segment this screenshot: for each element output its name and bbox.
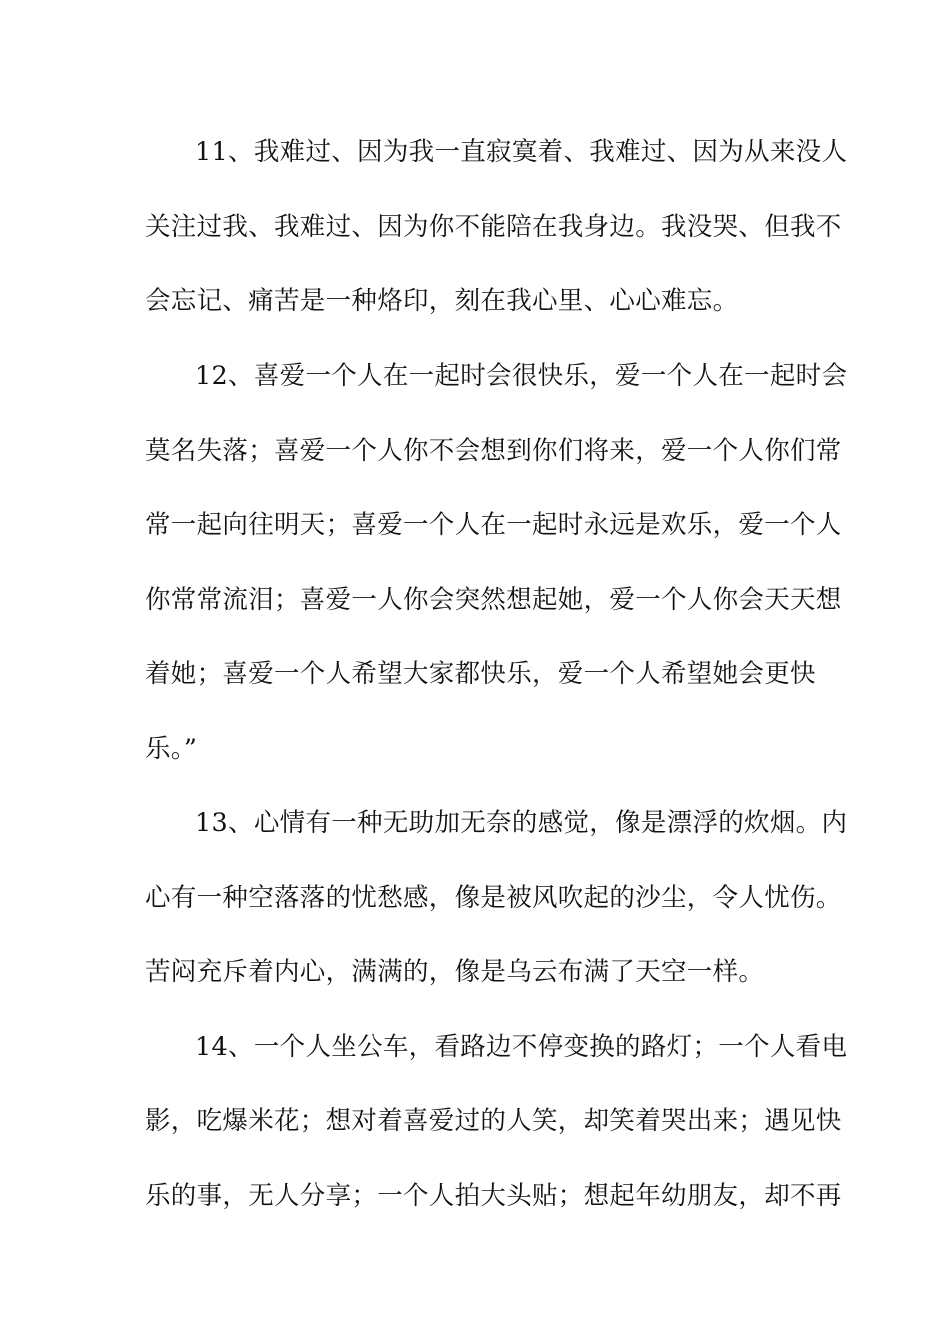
paragraph-line: 关注过我、我难过、因为你不能陪在我身边。我没哭、但我不 xyxy=(145,212,842,242)
paragraph-line: 常一起向往明天；喜爱一个人在一起时永远是欢乐，爱一个人 xyxy=(145,510,842,540)
paragraph-line: 12、喜爱一个人在一起时会很快乐，爱一个人在一起时会 xyxy=(195,361,848,391)
paragraph-line: 莫名失落；喜爱一个人你不会想到你们将来，爱一个人你们常 xyxy=(145,436,842,466)
paragraph-line: 14、一个人坐公车，看路边不停变换的路灯；一个人看电 xyxy=(195,1032,848,1062)
paragraph-line: 乐的事，无人分享；一个人拍大头贴；想起年幼朋友，却不再 xyxy=(145,1181,842,1211)
paragraph-line: 影，吃爆米花；想对着喜爱过的人笑，却笑着哭出来；遇见快 xyxy=(145,1106,842,1136)
paragraph-line: 你常常流泪；喜爱一人你会突然想起她，爱一个人你会天天想 xyxy=(145,585,842,615)
paragraph-line: 苦闷充斥着内心，满满的，像是乌云布满了天空一样。 xyxy=(145,957,765,987)
paragraph-line: 11、我难过、因为我一直寂寞着、我难过、因为从来没人 xyxy=(195,137,848,167)
paragraph-line: 着她；喜爱一个人希望大家都快乐，爱一个人希望她会更快 xyxy=(145,659,816,689)
paragraph-line: 会忘记、痛苦是一种烙印，刻在我心里、心心难忘。 xyxy=(145,286,739,316)
paragraph-line: 13、心情有一种无助加无奈的感觉，像是漂浮的炊烟。内 xyxy=(195,808,848,838)
paragraph-line: 乐。” xyxy=(145,734,198,764)
paragraph-line: 心有一种空落落的忧愁感，像是被风吹起的沙尘，令人忧伤。 xyxy=(145,883,842,913)
